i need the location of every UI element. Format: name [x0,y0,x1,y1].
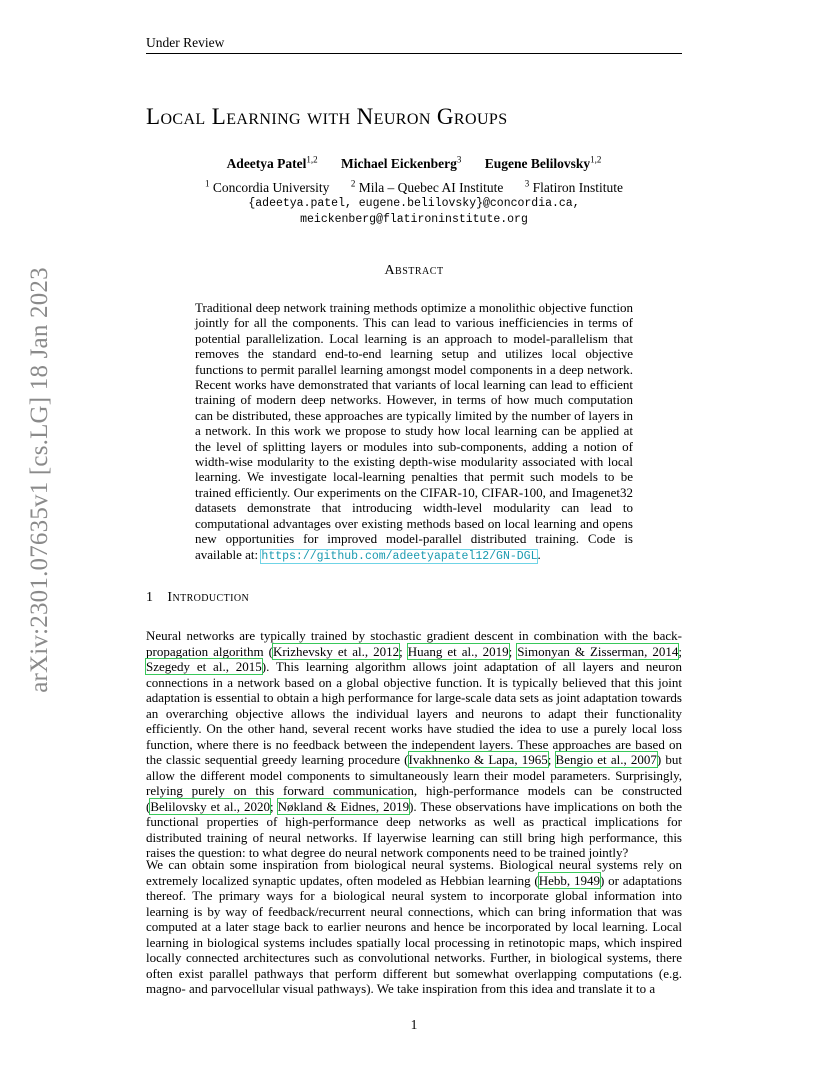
citation-link[interactable]: Krizhevsky et al., 2012 [272,643,400,659]
citation-link[interactable]: Bengio et al., 2007 [555,752,657,767]
section-heading-introduction: 1 Introduction [146,590,250,605]
intro-paragraph-2: We can obtain some inspiration from biological neural systems. Biological neural systems rely on extremely localized synaptic updates, often modeled as Hebbian learning (Hebb, 1949) or adaptations thereof. The primary ways for a biological neural system to incorporate global information into learning is by way of feedback/recurrent neural connections, which can bring information that was computed at a later stage back to earlier neurons and hence be incorporated by local learning. Local learning in biological systems includes spatially local processing in retinotopic maps, which inspired locally connected architectures such as convolutional networks. Further, in biological systems, there often exist parallel pathways that perform different but somewhat overlapping computations (e.g. magno- and parvocellular visual pathways). We take inspiration from this idea and translate it to a [146,857,682,996]
running-header: Under Review [146,35,682,54]
citation-link[interactable]: Ivakhnenko & Lapa, 1965 [408,752,548,767]
citation-link[interactable]: Nøkland & Eidnes, 2019 [277,798,410,814]
author: Michael Eickenberg$^3$ [341,154,462,171]
email-line: meickenberg@flatironinstitute.org [300,213,528,226]
intro-paragraph-1: Neural networks are typically trained by stochastic gradient descent in combination with the back-propagation algorithm (Krizhevsky et al., 2012; Huang et al., 2019; Simonyan & Zisserman, 2014; Szegedy et al., 2015). This learning algorithm allows joint adaptation of all layers and neuron connections in a network based on a global objective function. It is typically believed that this joint adaptation is essential to obtain a high performance for large-scale data sets as joint adaptation towards an overarching objective allows the individual layers and neurons to adapt their functionality efficiently. On the other hand, several recent works have studied the idea to use a purely local loss function, where there is no feedback between the independent layers. These approaches are based on the classic sequential greedy learning procedure (Ivakhnenko & Lapa, 1965; Bengio et al., 2007) but allow the different model components to simultaneously learn their model parameters. Surprisingly, relying purely on this forward communication, high-performance models can be constructed (Belilovsky et al., 2020; Nøkland & Eidnes, 2019). These observations have implications on both the functional properties of high-performance deep networks as well as practical implications for distributed training of neural networks. If layerwise learning can still bring high performance, this raises the question: to what degree do neural network components need to be trained jointly? [146,628,683,860]
author-emails [146,196,682,228]
abstract-heading: Abstract [384,263,444,278]
arxiv-stamp [20,267,60,693]
citation-link[interactable]: Szegedy et al., 2015 [146,659,262,674]
code-link[interactable]: https://github.com/adeetyapatel12/GN-DGL [261,549,538,563]
abstract-text: Traditional deep network training methods optimize a monolithic objective function jointly for all the components. This can lead to various inefficiencies in terms of potential parallelization. Local learning is an approach to model-parallelism that removes the standard end-to-end learning setup and utilizes local objective functions to permit parallel learning amongst model components in a deep network. Recent works have demonstrated that variants of local learning can lead to efficient training of modern deep networks. However, in terms of how much computation can be distributed, these approaches are typically limited by the number of layers in a network. In this work we propose to study how local learning can be applied at the level of splitting layers or modules into sub-components, adding a notion of width-wise modularity to the existing depth-wise modularity associated with local learning. We investigate local-learning penalties that permit such models to be trained efficiently. Our experiments on the CIFAR-10, CIFAR-100, and Imagenet32 datasets demonstrate that introducing width-level modularity can lead to computational advantages over existing methods based on local learning and opens new opportunities for improved model-parallel distributed training. Code is available at: https://github.com/adeetyapatel12/GN-DGL. [195,300,633,563]
affiliation: $^1$ Concordia University [204,178,330,195]
author: Eugene Belilovsky$^{1,2}$ [484,154,602,171]
author: Adeetya Patel$^{1,2}$ [226,154,318,171]
email-line: {adeetya.patel, eugene.belilovsky}@concordia.ca, [248,197,580,210]
affiliation-list [146,178,682,196]
citation-link[interactable]: Huang et al., 2019 [407,643,509,659]
page-number: 1 [410,1017,418,1032]
citation-link[interactable]: Belilovsky et al., 2020 [150,798,270,814]
citation-link[interactable]: Hebb, 1949 [538,872,600,888]
affiliation: $^2$ Mila – Quebec AI Institute [350,178,504,195]
author-list [146,154,682,172]
paper-title: Local Learning with Neuron Groups [146,104,508,129]
arxiv-id: arXiv:2301.07635v1 [cs.LG] 18 Jan 2023 [26,267,53,693]
affiliation: $^3$ Flatiron Institute [524,178,624,195]
citation-link[interactable]: Simonyan & Zisserman, 2014 [517,643,679,659]
